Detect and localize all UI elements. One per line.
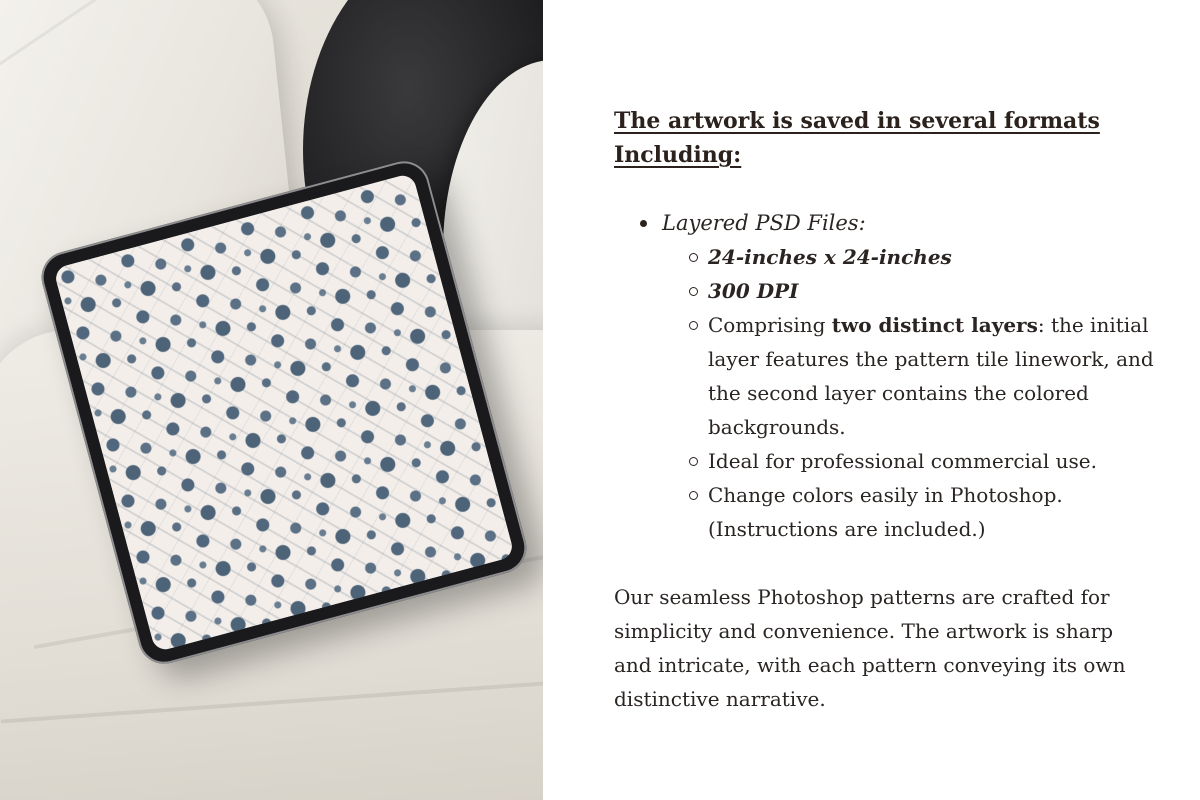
- detail-size: 24-inches x 24-inches: [708, 240, 1154, 274]
- format-title: Layered PSD Files:: [662, 211, 866, 235]
- product-description: [614, 104, 1154, 716]
- colors-line-1: Change colors easily in Photoshop.: [708, 483, 1063, 507]
- detail-use: Ideal for professional commercial use.: [708, 444, 1154, 478]
- colors-line-2: (Instructions are included.): [708, 517, 986, 541]
- list-item: [662, 206, 1154, 546]
- formats-heading: [614, 104, 1154, 172]
- formats-list: [614, 206, 1154, 546]
- layers-prefix: Comprising: [708, 313, 832, 337]
- format-details-list: [662, 240, 1154, 546]
- layers-bold: two distinct layers: [831, 313, 1038, 337]
- heading-line-2: Including:: [614, 142, 742, 168]
- detail-dpi: 300 DPI: [708, 274, 1154, 308]
- description-paragraph: Our seamless Photoshop patterns are crafted for simplicity and convenience. The artwork is sharp and intricate, with each pattern conveying its own distinctive narrative.: [614, 585, 1126, 711]
- heading-line-1: The artwork is saved in several formats: [614, 108, 1100, 134]
- product-mockup-photo: [0, 0, 543, 800]
- layers-suffix: : the initial layer features the pattern tile linework, and the second layer contains the colored backgrounds.: [708, 313, 1154, 439]
- toile-pattern-screen: [53, 173, 515, 653]
- detail-colors: [708, 478, 1154, 546]
- detail-layers: [708, 308, 1154, 444]
